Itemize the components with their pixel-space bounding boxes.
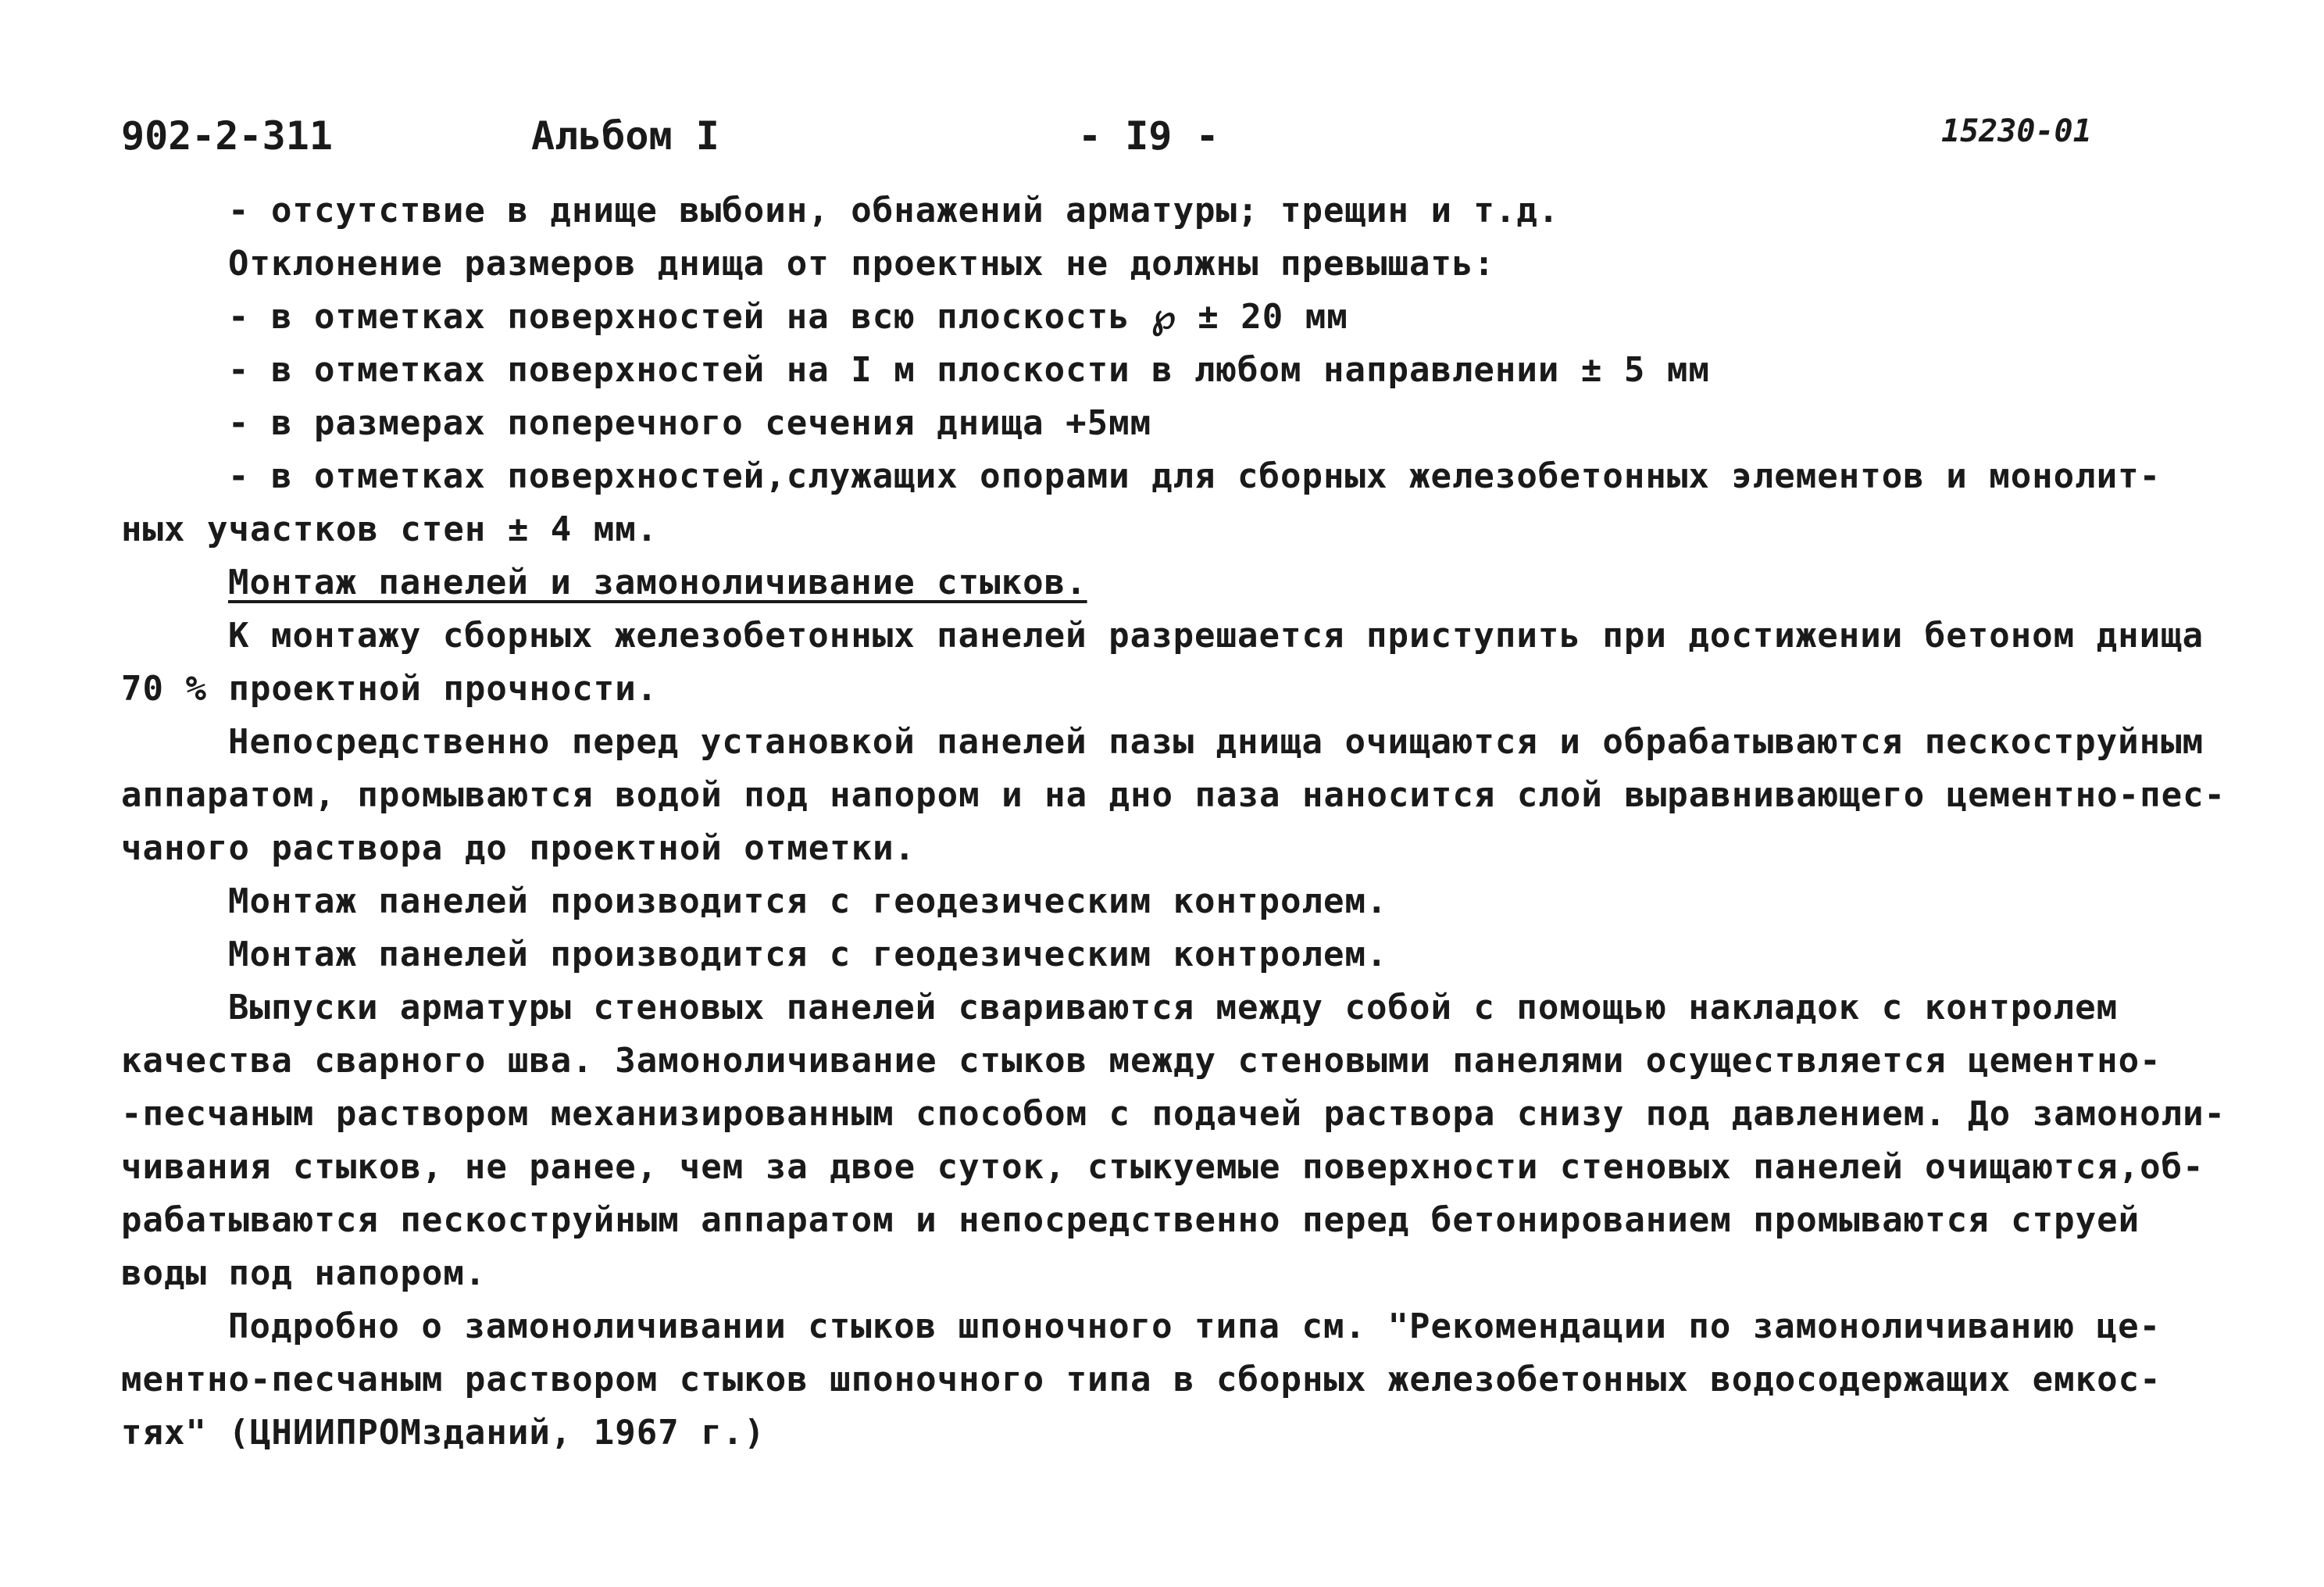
- text-line: Монтаж панелей производится с геодезическим контролем.: [228, 881, 1388, 921]
- text-line: рабатываются пескоструйным аппаратом и непосредственно перед бетонированием промываются струей: [121, 1200, 2140, 1240]
- text-line: 70 % проектной прочности.: [121, 669, 659, 709]
- text-line: аппаратом, промываются водой под напором и на дно паза наносится слой выравнивающего цементно-пес-: [121, 775, 2226, 815]
- section-heading: Монтаж панелей и замоноличивание стыков.: [228, 563, 1087, 602]
- text-line: Выпуски арматуры стеновых панелей свариваются между собой с помощью накладок с контролем: [228, 988, 2119, 1028]
- text-line: -песчаным раствором механизированным способом с подачей раствора снизу под давлением. До замоноли-: [121, 1094, 2226, 1134]
- text-line: Подробно о замоноличивании стыков шпоночного типа см. "Рекомендации по замоноличиванию це-: [228, 1306, 2162, 1346]
- text-line: - в отметках поверхностей на I м плоскости в любом направлении ± 5 мм: [228, 350, 1710, 390]
- text-line: Непосредственно перед установкой панелей пазы днища очищаются и обрабатываются пескоструйным: [228, 722, 2204, 762]
- text-line: чивания стыков, не ранее, чем за двое суток, стыкуемые поверхности стеновых панелей очищаются,об-: [121, 1147, 2204, 1187]
- text-line: качества сварного шва. Замоноличивание стыков между стеновыми панелями осуществляется цементно-: [121, 1041, 2162, 1081]
- text-line: ных участков стен ± 4 мм.: [121, 509, 659, 549]
- text-line: Монтаж панелей производится с геодезическим контролем.: [228, 935, 1388, 974]
- page-number: - I9 -: [1078, 113, 1219, 159]
- text-line: - в отметках поверхностей на всю плоскость ℘ ± 20 мм: [228, 297, 1348, 337]
- text-line: воды под напором.: [121, 1253, 487, 1293]
- inventory-number: 15230-01: [1941, 113, 2092, 149]
- album-label: Альбом I: [531, 113, 719, 159]
- page-header: [0, 113, 2324, 168]
- text-line: чаного раствора до проектной отметки.: [121, 828, 916, 868]
- text-line: Отклонение размеров днища от проектных не должны превышать:: [228, 244, 1495, 284]
- text-line: ментно-песчаным раствором стыков шпоночного типа в сборных железобетонных водосодержащих емкос-: [121, 1360, 2162, 1399]
- text-line: К монтажу сборных железобетонных панелей разрешается приступить при достижении бетоном днища: [228, 616, 2204, 656]
- text-line: - в размерах поперечного сечения днища +5мм: [228, 403, 1152, 443]
- text-line: тях" (ЦНИИПРОМзданий, 1967 г.): [121, 1413, 766, 1453]
- text-line: - отсутствие в днище выбоин, обнажений арматуры; трещин и т.д.: [228, 191, 1560, 231]
- document-code: 902-2-311: [121, 113, 333, 159]
- text-line: - в отметках поверхностей,служащих опорами для сборных железобетонных элементов и монолит-: [228, 456, 2162, 496]
